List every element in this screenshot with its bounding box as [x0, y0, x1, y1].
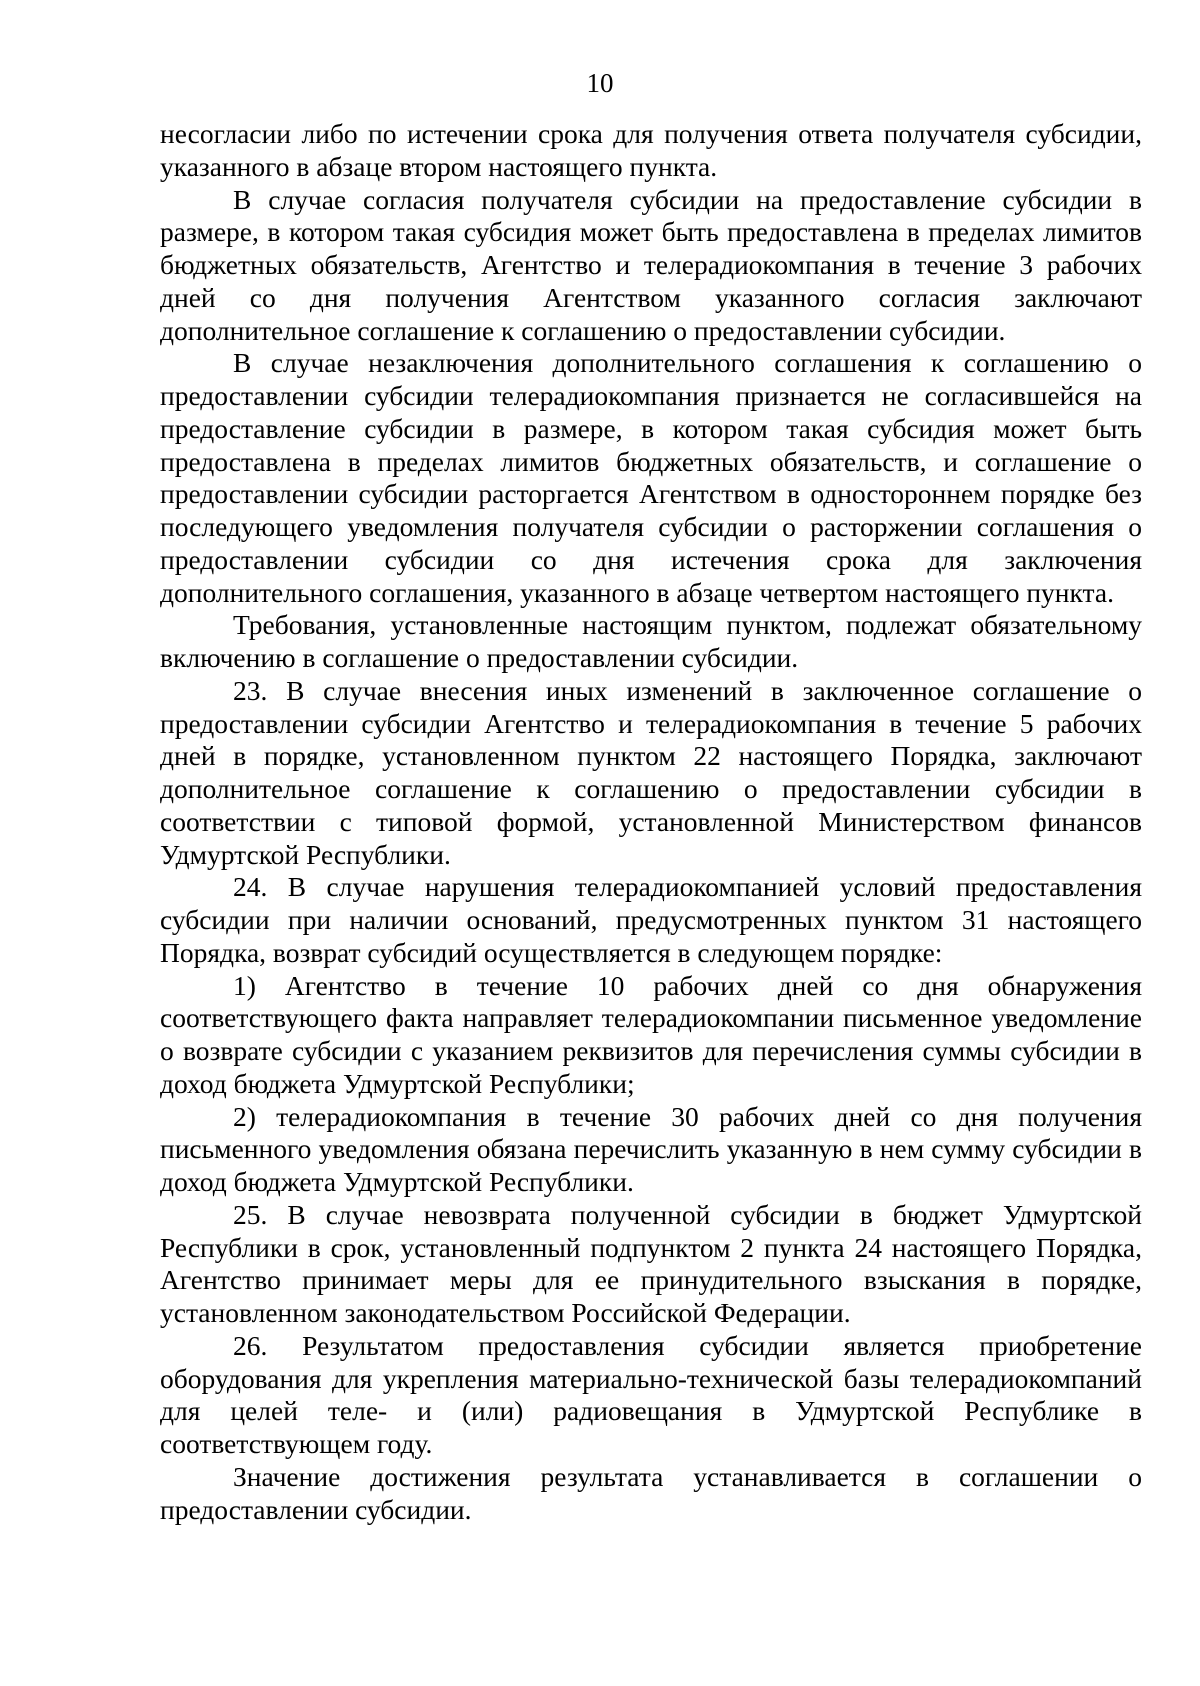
paragraph-requirements: Требования, установленные настоящим пунктом, подлежат обязательному включению в соглашение о предоставлении субсидии.: [160, 609, 1142, 673]
document-body: [160, 118, 1142, 1526]
paragraph-item-24-subitem-1: 1) Агентство в течение 10 рабочих дней со дня обнаружения соответствующего факта направляет телерадиокомпании письменное уведомление о возврате субсидии с указанием реквизитов для перечисления суммы субсидии в доход бюджета Удмуртской Республики;: [160, 969, 1142, 1099]
paragraph-result-value: Значение достижения результата устанавливается в соглашении о предоставлении субсидии.: [160, 1460, 1142, 1525]
paragraph-item-24-subitem-2: 2) телерадиокомпания в течение 30 рабочих дней со дня получения письменного уведомления обязана перечислить указанную в нем сумму субсидии в доход бюджета Удмуртской Республики.: [160, 1100, 1142, 1197]
paragraph-item-26: 26. Результатом предоставления субсидии является приобретение оборудования для укрепления материально-технической базы телерадиокомпаний для целей теле- и (или) радиовещания в Удмуртской Республике в соответствующем году.: [160, 1329, 1142, 1459]
page-number: 10: [586, 68, 614, 98]
paragraph-item-25: 25. В случае невозврата полученной субсидии в бюджет Удмуртской Республики в срок, установленный подпунктом 2 пункта 24 настоящего Порядка, Агентство принимает меры для ее принудительного взыскания в порядке, установленном законодательством Российской Федерации.: [160, 1198, 1142, 1328]
paragraph-agreement-consent: В случае согласия получателя субсидии на предоставление субсидии в размере, в котором такая субсидия может быть предоставлена в пределах лимитов бюджетных обязательств, Агентство и телерадиокомпания в течение 3 рабочих дней со дня получения Агентством указанного согласия заключают дополнительное соглашение к соглашению о предоставлении субсидии.: [160, 183, 1142, 346]
paragraph-item-24: 24. В случае нарушения телерадиокомпанией условий предоставления субсидии при наличии оснований, предусмотренных пунктом 31 настоящего Порядка, возврат субсидий осуществляется в следующем порядке:: [160, 871, 1142, 968]
paragraph-item-23: 23. В случае внесения иных изменений в заключенное соглашение о предоставлении субсидии Агентство и телерадиокомпания в течение 5 рабочих дней в порядке, установленном пунктом 22 настоящего Порядка, заключают дополнительное соглашение к соглашению о предоставлении субсидии в соответствии с типовой формой, установленной Министерством финансов Удмуртской Республики.: [160, 674, 1142, 870]
paragraph-non-conclusion: В случае незаключения дополнительного соглашения к соглашению о предоставлении субсидии телерадиокомпания признается не согласившейся на предоставление субсидии в размере, в котором такая субсидия может быть предоставлена в пределах лимитов бюджетных обязательств, и соглашение о предоставлении субсидии расторгается Агентством в одностороннем порядке без последующего уведомления получателя субсидии о расторжении соглашения о предоставлении субсидии со дня истечения срока для заключения дополнительного соглашения, указанного в абзаце четвертом настоящего пункта.: [160, 347, 1142, 608]
paragraph-continuation: несогласии либо по истечении срока для получения ответа получателя субсидии, указанного в абзаце втором настоящего пункта.: [160, 118, 1142, 182]
